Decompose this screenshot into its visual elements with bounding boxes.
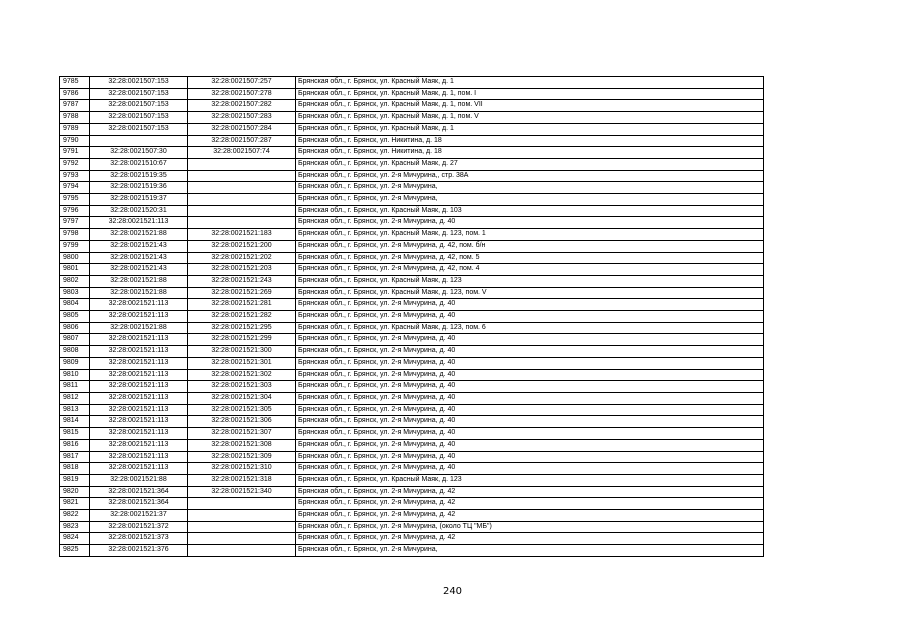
object-cadastral-number-cell: 32:28:0021507:74 (188, 147, 296, 159)
object-cadastral-number-cell: 32:28:0021521:281 (188, 299, 296, 311)
row-number-cell: 9801 (60, 264, 90, 276)
object-cadastral-number-cell: 32:28:0021521:305 (188, 404, 296, 416)
land-cadastral-number-cell: 32:28:0021520:31 (90, 205, 188, 217)
address-cell: Брянская обл., г. Брянск, ул. 2-я Мичурина, д. 42, пом. б/н (296, 240, 764, 252)
table-row (60, 521, 764, 533)
table-row (60, 158, 764, 170)
table-row (60, 205, 764, 217)
land-cadastral-number-cell: 32:28:0021521:113 (90, 369, 188, 381)
land-cadastral-number-cell: 32:28:0021521:113 (90, 428, 188, 440)
row-number-cell: 9799 (60, 240, 90, 252)
row-number-cell: 9789 (60, 123, 90, 135)
land-cadastral-number-cell: 32:28:0021507:30 (90, 147, 188, 159)
land-cadastral-number-cell: 32:28:0021521:364 (90, 486, 188, 498)
row-number-cell: 9820 (60, 486, 90, 498)
object-cadastral-number-cell: 32:28:0021521:318 (188, 474, 296, 486)
land-cadastral-number-cell: 32:28:0021521:43 (90, 252, 188, 264)
address-cell: Брянская обл., г. Брянск, ул. Красный Маяк, д. 123, пом. V (296, 287, 764, 299)
table-row (60, 240, 764, 252)
row-number-cell: 9788 (60, 112, 90, 124)
table-row (60, 533, 764, 545)
address-cell: Брянская обл., г. Брянск, ул. Никитина, д. 18 (296, 147, 764, 159)
row-number-cell: 9822 (60, 510, 90, 522)
table-body (60, 77, 764, 557)
address-cell: Брянская обл., г. Брянск, ул. 2-я Мичурина, д. 40 (296, 346, 764, 358)
address-cell: Брянская обл., г. Брянск, ул. Красный Маяк, д. 123 (296, 474, 764, 486)
land-cadastral-number-cell: 32:28:0021521:376 (90, 545, 188, 557)
land-cadastral-number-cell: 32:28:0021521:113 (90, 451, 188, 463)
object-cadastral-number-cell: 32:28:0021521:200 (188, 240, 296, 252)
object-cadastral-number-cell: 32:28:0021521:304 (188, 392, 296, 404)
object-cadastral-number-cell: 32:28:0021521:309 (188, 451, 296, 463)
address-cell: Брянская обл., г. Брянск, ул. 2-я Мичурина, д. 42 (296, 498, 764, 510)
table-row (60, 100, 764, 112)
table-row (60, 182, 764, 194)
land-cadastral-number-cell: 32:28:0021521:113 (90, 416, 188, 428)
row-number-cell: 9817 (60, 451, 90, 463)
address-cell: Брянская обл., г. Брянск, ул. 2-я Мичурина, д. 40 (296, 369, 764, 381)
land-cadastral-number-cell: 32:28:0021521:113 (90, 299, 188, 311)
object-cadastral-number-cell: 32:28:0021521:300 (188, 346, 296, 358)
object-cadastral-number-cell: 32:28:0021507:284 (188, 123, 296, 135)
table-row (60, 392, 764, 404)
row-number-cell: 9796 (60, 205, 90, 217)
land-cadastral-number-cell: 32:28:0021521:88 (90, 229, 188, 241)
row-number-cell: 9818 (60, 463, 90, 475)
object-cadastral-number-cell: 32:28:0021521:307 (188, 428, 296, 440)
land-cadastral-number-cell: 32:28:0021519:36 (90, 182, 188, 194)
table-row (60, 439, 764, 451)
address-cell: Брянская обл., г. Брянск, ул. Красный Маяк, д. 1 (296, 77, 764, 89)
address-cell: Брянская обл., г. Брянск, ул. Никитина, д. 18 (296, 135, 764, 147)
row-number-cell: 9806 (60, 322, 90, 334)
row-number-cell: 9802 (60, 275, 90, 287)
row-number-cell: 9810 (60, 369, 90, 381)
object-cadastral-number-cell (188, 521, 296, 533)
land-cadastral-number-cell: 32:28:0021521:113 (90, 392, 188, 404)
table-row (60, 510, 764, 522)
object-cadastral-number-cell: 32:28:0021521:269 (188, 287, 296, 299)
land-cadastral-number-cell: 32:28:0021521:88 (90, 287, 188, 299)
address-cell: Брянская обл., г. Брянск, ул. 2-я Мичурина, д. 40 (296, 439, 764, 451)
table-row (60, 147, 764, 159)
row-number-cell: 9816 (60, 439, 90, 451)
table-row (60, 311, 764, 323)
row-number-cell: 9790 (60, 135, 90, 147)
row-number-cell: 9824 (60, 533, 90, 545)
row-number-cell: 9795 (60, 194, 90, 206)
object-cadastral-number-cell (188, 533, 296, 545)
land-cadastral-number-cell: 32:28:0021507:153 (90, 112, 188, 124)
object-cadastral-number-cell: 32:28:0021521:301 (188, 357, 296, 369)
address-cell: Брянская обл., г. Брянск, ул. 2-я Мичурина, д. 42, пом. 4 (296, 264, 764, 276)
object-cadastral-number-cell: 32:28:0021521:202 (188, 252, 296, 264)
address-cell: Брянская обл., г. Брянск, ул. 2-я Мичурина, д. 40 (296, 463, 764, 475)
table-row (60, 451, 764, 463)
land-cadastral-number-cell: 32:28:0021521:113 (90, 346, 188, 358)
land-cadastral-number-cell: 32:28:0021521:113 (90, 404, 188, 416)
table-row (60, 416, 764, 428)
address-cell: Брянская обл., г. Брянск, ул. 2-я Мичурина, д. 42 (296, 510, 764, 522)
row-number-cell: 9805 (60, 311, 90, 323)
land-cadastral-number-cell: 32:28:0021507:153 (90, 88, 188, 100)
address-cell: Брянская обл., г. Брянск, ул. 2-я Мичурина, д. 40 (296, 428, 764, 440)
row-number-cell: 9804 (60, 299, 90, 311)
row-number-cell: 9800 (60, 252, 90, 264)
table-row (60, 486, 764, 498)
table-row (60, 357, 764, 369)
table-row (60, 252, 764, 264)
address-cell: Брянская обл., г. Брянск, ул. Красный Маяк, д. 123, пом. 1 (296, 229, 764, 241)
table-row (60, 463, 764, 475)
table-row (60, 112, 764, 124)
row-number-cell: 9807 (60, 334, 90, 346)
row-number-cell: 9812 (60, 392, 90, 404)
address-cell: Брянская обл., г. Брянск, ул. Красный Маяк, д. 1 (296, 123, 764, 135)
row-number-cell: 9815 (60, 428, 90, 440)
land-cadastral-number-cell: 32:28:0021507:153 (90, 100, 188, 112)
address-cell: Брянская обл., г. Брянск, ул. Красный Маяк, д. 103 (296, 205, 764, 217)
land-cadastral-number-cell: 32:28:0021521:364 (90, 498, 188, 510)
address-cell: Брянская обл., г. Брянск, ул. 2-я Мичурина, д. 42, пом. 5 (296, 252, 764, 264)
table-row (60, 474, 764, 486)
table-row (60, 194, 764, 206)
land-cadastral-number-cell: 32:28:0021521:37 (90, 510, 188, 522)
object-cadastral-number-cell (188, 510, 296, 522)
object-cadastral-number-cell: 32:28:0021507:282 (188, 100, 296, 112)
object-cadastral-number-cell: 32:28:0021521:308 (188, 439, 296, 451)
table-row (60, 170, 764, 182)
row-number-cell: 9803 (60, 287, 90, 299)
address-cell: Брянская обл., г. Брянск, ул. Красный Маяк, д. 1, пом. I (296, 88, 764, 100)
row-number-cell: 9813 (60, 404, 90, 416)
address-cell: Брянская обл., г. Брянск, ул. 2-я Мичурина, д. 40 (296, 334, 764, 346)
object-cadastral-number-cell: 32:28:0021521:295 (188, 322, 296, 334)
table-row (60, 77, 764, 89)
address-cell: Брянская обл., г. Брянск, ул. Красный Маяк, д. 123, пом. 6 (296, 322, 764, 334)
address-cell: Брянская обл., г. Брянск, ул. Красный Маяк, д. 27 (296, 158, 764, 170)
address-cell: Брянская обл., г. Брянск, ул. 2-я Мичурина,, стр. 38А (296, 170, 764, 182)
table-row (60, 135, 764, 147)
address-cell: Брянская обл., г. Брянск, ул. 2-я Мичурина, д. 40 (296, 357, 764, 369)
object-cadastral-number-cell (188, 158, 296, 170)
row-number-cell: 9811 (60, 381, 90, 393)
object-cadastral-number-cell: 32:28:0021521:302 (188, 369, 296, 381)
object-cadastral-number-cell: 32:28:0021521:306 (188, 416, 296, 428)
table-row (60, 264, 764, 276)
address-cell: Брянская обл., г. Брянск, ул. Красный Маяк, д. 1, пом. VII (296, 100, 764, 112)
object-cadastral-number-cell: 32:28:0021507:287 (188, 135, 296, 147)
address-cell: Брянская обл., г. Брянск, ул. 2-я Мичурина, д. 40 (296, 451, 764, 463)
address-cell: Брянская обл., г. Брянск, ул. 2-я Мичурина, д. 40 (296, 299, 764, 311)
page-number: 240 (442, 586, 463, 597)
object-cadastral-number-cell: 32:28:0021507:257 (188, 77, 296, 89)
row-number-cell: 9825 (60, 545, 90, 557)
row-number-cell: 9787 (60, 100, 90, 112)
land-cadastral-number-cell (90, 135, 188, 147)
row-number-cell: 9808 (60, 346, 90, 358)
table-row (60, 334, 764, 346)
land-cadastral-number-cell: 32:28:0021521:113 (90, 334, 188, 346)
table-row (60, 88, 764, 100)
address-cell: Брянская обл., г. Брянск, ул. 2-я Мичурина, (296, 545, 764, 557)
table-row (60, 498, 764, 510)
land-cadastral-number-cell: 32:28:0021521:113 (90, 217, 188, 229)
land-cadastral-number-cell: 32:28:0021521:373 (90, 533, 188, 545)
row-number-cell: 9785 (60, 77, 90, 89)
row-number-cell: 9786 (60, 88, 90, 100)
address-cell: Брянская обл., г. Брянск, ул. 2-я Мичурина, д. 40 (296, 381, 764, 393)
row-number-cell: 9809 (60, 357, 90, 369)
row-number-cell: 9821 (60, 498, 90, 510)
row-number-cell: 9792 (60, 158, 90, 170)
object-cadastral-number-cell: 32:28:0021507:278 (188, 88, 296, 100)
address-cell: Брянская обл., г. Брянск, ул. 2-я Мичурина, д. 40 (296, 392, 764, 404)
table-row (60, 322, 764, 334)
object-cadastral-number-cell (188, 498, 296, 510)
object-cadastral-number-cell (188, 170, 296, 182)
object-cadastral-number-cell: 32:28:0021521:203 (188, 264, 296, 276)
address-cell: Брянская обл., г. Брянск, ул. Красный Маяк, д. 1, пом. V (296, 112, 764, 124)
object-cadastral-number-cell (188, 217, 296, 229)
row-number-cell: 9794 (60, 182, 90, 194)
land-cadastral-number-cell: 32:28:0021519:35 (90, 170, 188, 182)
address-cell: Брянская обл., г. Брянск, ул. 2-я Мичурина, д. 42 (296, 486, 764, 498)
land-cadastral-number-cell: 32:28:0021521:43 (90, 264, 188, 276)
address-cell: Брянская обл., г. Брянск, ул. 2-я Мичурина, (296, 194, 764, 206)
table-row (60, 287, 764, 299)
row-number-cell: 9814 (60, 416, 90, 428)
land-cadastral-number-cell: 32:28:0021521:113 (90, 381, 188, 393)
row-number-cell: 9823 (60, 521, 90, 533)
object-cadastral-number-cell: 32:28:0021521:340 (188, 486, 296, 498)
row-number-cell: 9791 (60, 147, 90, 159)
object-cadastral-number-cell: 32:28:0021521:243 (188, 275, 296, 287)
object-cadastral-number-cell: 32:28:0021521:299 (188, 334, 296, 346)
object-cadastral-number-cell: 32:28:0021521:310 (188, 463, 296, 475)
table-row (60, 545, 764, 557)
land-cadastral-number-cell: 32:28:0021521:113 (90, 439, 188, 451)
table-row (60, 369, 764, 381)
table-row (60, 275, 764, 287)
land-cadastral-number-cell: 32:28:0021521:372 (90, 521, 188, 533)
table-row (60, 229, 764, 241)
address-cell: Брянская обл., г. Брянск, ул. 2-я Мичурина, д. 40 (296, 416, 764, 428)
cadastral-table (59, 76, 764, 557)
object-cadastral-number-cell: 32:28:0021521:282 (188, 311, 296, 323)
land-cadastral-number-cell: 32:28:0021521:88 (90, 322, 188, 334)
object-cadastral-number-cell: 32:28:0021521:303 (188, 381, 296, 393)
address-cell: Брянская обл., г. Брянск, ул. 2-я Мичурина, д. 40 (296, 217, 764, 229)
address-cell: Брянская обл., г. Брянск, ул. 2-я Мичурина, д. 40 (296, 404, 764, 416)
object-cadastral-number-cell (188, 182, 296, 194)
table-row (60, 404, 764, 416)
table-row (60, 346, 764, 358)
address-cell: Брянская обл., г. Брянск, ул. Красный Маяк, д. 123 (296, 275, 764, 287)
object-cadastral-number-cell: 32:28:0021507:283 (188, 112, 296, 124)
land-cadastral-number-cell: 32:28:0021521:113 (90, 357, 188, 369)
row-number-cell: 9798 (60, 229, 90, 241)
land-cadastral-number-cell: 32:28:0021510:67 (90, 158, 188, 170)
table-row (60, 123, 764, 135)
land-cadastral-number-cell: 32:28:0021507:153 (90, 77, 188, 89)
address-cell: Брянская обл., г. Брянск, ул. 2-я Мичурина, (около ТЦ "МБ") (296, 521, 764, 533)
address-cell: Брянская обл., г. Брянск, ул. 2-я Мичурина, (296, 182, 764, 194)
object-cadastral-number-cell (188, 545, 296, 557)
object-cadastral-number-cell (188, 194, 296, 206)
row-number-cell: 9819 (60, 474, 90, 486)
table-row (60, 217, 764, 229)
address-cell: Брянская обл., г. Брянск, ул. 2-я Мичурина, д. 40 (296, 311, 764, 323)
land-cadastral-number-cell: 32:28:0021521:113 (90, 311, 188, 323)
land-cadastral-number-cell: 32:28:0021521:88 (90, 474, 188, 486)
land-cadastral-number-cell: 32:28:0021521:113 (90, 463, 188, 475)
land-cadastral-number-cell: 32:28:0021519:37 (90, 194, 188, 206)
object-cadastral-number-cell: 32:28:0021521:183 (188, 229, 296, 241)
row-number-cell: 9793 (60, 170, 90, 182)
table-row (60, 428, 764, 440)
table-row (60, 381, 764, 393)
row-number-cell: 9797 (60, 217, 90, 229)
table-row (60, 299, 764, 311)
address-cell: Брянская обл., г. Брянск, ул. 2-я Мичурина, д. 42 (296, 533, 764, 545)
land-cadastral-number-cell: 32:28:0021521:88 (90, 275, 188, 287)
object-cadastral-number-cell (188, 205, 296, 217)
land-cadastral-number-cell: 32:28:0021507:153 (90, 123, 188, 135)
land-cadastral-number-cell: 32:28:0021521:43 (90, 240, 188, 252)
